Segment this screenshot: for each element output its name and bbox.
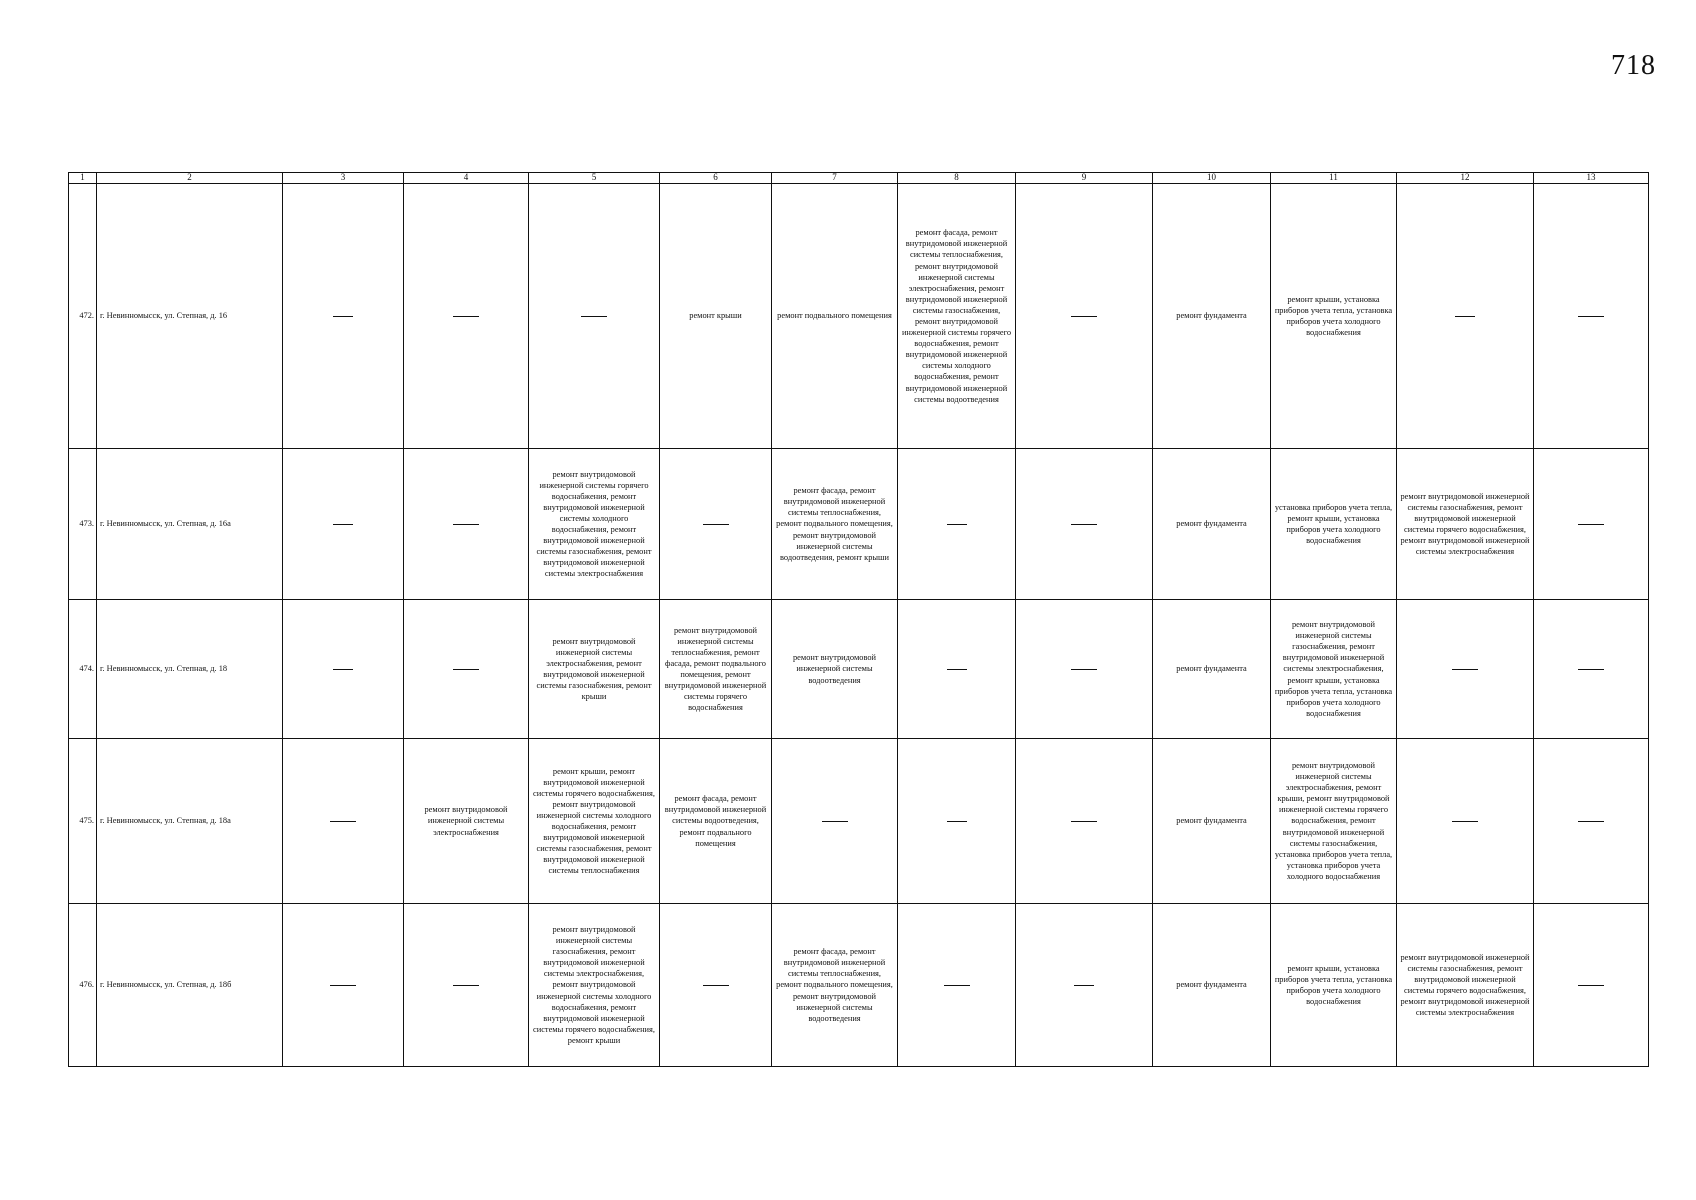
- dash-mark: [1074, 985, 1094, 986]
- dash-mark: [1452, 821, 1478, 822]
- cell-col-8: [898, 449, 1016, 600]
- cell-col-11: установка приборов учета тепла, ремонт крыши, установка приборов учета холодного водоснабжения: [1271, 449, 1397, 600]
- cell-col-11: ремонт внутридомовой инженерной системы электроснабжения, ремонт крыши, ремонт внутридомовой инженерной системы горячего водоснабжения, ремонт внутридомовой инженерной системы газоснабжения, установка приборов учета тепла, установка приборов учета холодного водоснабжения: [1271, 739, 1397, 904]
- cell-col-4: [404, 600, 529, 739]
- cell-col-10: ремонт фундамента: [1153, 184, 1271, 449]
- dash-mark: [1578, 985, 1604, 986]
- column-number: 6: [660, 173, 772, 184]
- column-number: 11: [1271, 173, 1397, 184]
- cell-col-12: ремонт внутридомовой инженерной системы газоснабжения, ремонт внутридомовой инженерной системы горячего водоснабжения, ремонт внутридомовой инженерной системы электроснабжения: [1397, 904, 1534, 1067]
- dash-mark: [1578, 669, 1604, 670]
- row-number: 472.: [69, 184, 97, 449]
- column-number: 9: [1016, 173, 1153, 184]
- cell-col-3: [283, 449, 404, 600]
- dash-mark: [1071, 669, 1097, 670]
- dash-mark: [1578, 524, 1604, 525]
- dash-mark: [947, 524, 967, 525]
- column-number: 12: [1397, 173, 1534, 184]
- cell-col-9: [1016, 739, 1153, 904]
- dash-mark: [333, 669, 353, 670]
- table-row: [69, 904, 1649, 1067]
- cell-col-7: ремонт фасада, ремонт внутридомовой инженерной системы теплоснабжения, ремонт подвального помещения, ремонт внутридомовой инженерной системы водоотведения: [772, 904, 898, 1067]
- cell-col-6: ремонт внутридомовой инженерной системы теплоснабжения, ремонт фасада, ремонт подвального помещения, ремонт внутридомовой инженерной системы горячего водоснабжения: [660, 600, 772, 739]
- cell-col-13: [1534, 739, 1649, 904]
- cell-col-5: ремонт внутридомовой инженерной системы горячего водоснабжения, ремонт внутридомовой инженерной системы холодного водоснабжения, ремонт внутридомовой инженерной системы газоснабжения, ремонт внутридомовой инженерной системы электроснабжения: [529, 449, 660, 600]
- column-number: 8: [898, 173, 1016, 184]
- address-cell: г. Невинномысск, ул. Степная, д. 18б: [97, 904, 283, 1067]
- cell-col-5: ремонт внутридомовой инженерной системы электроснабжения, ремонт внутридомовой инженерной системы газоснабжения, ремонт крыши: [529, 600, 660, 739]
- table-row: [69, 600, 1649, 739]
- dash-mark: [453, 985, 479, 986]
- cell-col-3: [283, 904, 404, 1067]
- dash-mark: [333, 316, 353, 317]
- cell-col-7: ремонт подвального помещения: [772, 184, 898, 449]
- dash-mark: [822, 821, 848, 822]
- row-number: 475.: [69, 739, 97, 904]
- cell-col-5: ремонт крыши, ремонт внутридомовой инженерной системы горячего водоснабжения, ремонт внутридомовой инженерной системы холодного водоснабжения, ремонт внутридомовой инженерной системы газоснабжения, ремонт внутридомовой инженерной системы теплоснабжения: [529, 739, 660, 904]
- dash-mark: [1578, 316, 1604, 317]
- cell-col-13: [1534, 600, 1649, 739]
- address-cell: г. Невинномысск, ул. Степная, д. 18а: [97, 739, 283, 904]
- address-cell: г. Невинномысск, ул. Степная, д. 16а: [97, 449, 283, 600]
- cell-col-7: [772, 739, 898, 904]
- dash-mark: [1071, 821, 1097, 822]
- dash-mark: [1578, 821, 1604, 822]
- cell-col-10: ремонт фундамента: [1153, 904, 1271, 1067]
- dash-mark: [703, 985, 729, 986]
- column-number: 3: [283, 173, 404, 184]
- cell-col-10: ремонт фундамента: [1153, 449, 1271, 600]
- dash-mark: [947, 669, 967, 670]
- dash-mark: [333, 524, 353, 525]
- column-number: 2: [97, 173, 283, 184]
- cell-col-9: [1016, 600, 1153, 739]
- cell-col-6: [660, 449, 772, 600]
- dash-mark: [581, 316, 607, 317]
- dash-mark: [1455, 316, 1475, 317]
- dash-mark: [1071, 316, 1097, 317]
- cell-col-13: [1534, 449, 1649, 600]
- row-number: 474.: [69, 600, 97, 739]
- column-number: 13: [1534, 173, 1649, 184]
- dash-mark: [947, 821, 967, 822]
- cell-col-5: [529, 184, 660, 449]
- column-number-row: [69, 173, 1649, 184]
- dash-mark: [330, 985, 356, 986]
- cell-col-8: [898, 904, 1016, 1067]
- cell-col-13: [1534, 904, 1649, 1067]
- table-row: [69, 739, 1649, 904]
- cell-col-12: [1397, 184, 1534, 449]
- cell-col-11: ремонт крыши, установка приборов учета тепла, установка приборов учета холодного водоснабжения: [1271, 184, 1397, 449]
- cell-col-7: ремонт внутридомовой инженерной системы водоотведения: [772, 600, 898, 739]
- dash-mark: [703, 524, 729, 525]
- cell-col-8: ремонт фасада, ремонт внутридомовой инженерной системы теплоснабжения, ремонт внутридомовой инженерной системы электроснабжения, ремонт внутридомовой инженерной системы газоснабжения, ремонт внутридомовой инженерной системы горячего водоснабжения, ремонт внутридомовой инженерной системы холодного водоснабжения, ремонт внутридомовой инженерной системы водоотведения: [898, 184, 1016, 449]
- cell-col-11: ремонт крыши, установка приборов учета тепла, установка приборов учета холодного водоснабжения: [1271, 904, 1397, 1067]
- address-cell: г. Невинномысск, ул. Степная, д. 18: [97, 600, 283, 739]
- dash-mark: [453, 316, 479, 317]
- cell-col-6: ремонт крыши: [660, 184, 772, 449]
- column-number: 10: [1153, 173, 1271, 184]
- cell-col-7: ремонт фасада, ремонт внутридомовой инженерной системы теплоснабжения, ремонт подвального помещения, ремонт внутридомовой инженерной системы водоотведения, ремонт крыши: [772, 449, 898, 600]
- dash-mark: [1452, 669, 1478, 670]
- cell-col-3: [283, 184, 404, 449]
- row-number: 476.: [69, 904, 97, 1067]
- cell-col-9: [1016, 904, 1153, 1067]
- dash-mark: [944, 985, 970, 986]
- dash-mark: [330, 821, 356, 822]
- cell-col-8: [898, 600, 1016, 739]
- cell-col-6: [660, 904, 772, 1067]
- cell-col-4: [404, 904, 529, 1067]
- column-number: 1: [69, 173, 97, 184]
- cell-col-12: [1397, 739, 1534, 904]
- cell-col-4: [404, 449, 529, 600]
- dash-mark: [453, 524, 479, 525]
- cell-col-9: [1016, 184, 1153, 449]
- cell-col-11: ремонт внутридомовой инженерной системы газоснабжения, ремонт внутридомовой инженерной системы электроснабжения, ремонт крыши, установка приборов учета тепла, установка приборов учета холодного водоснабжения: [1271, 600, 1397, 739]
- table-row: [69, 184, 1649, 449]
- address-cell: г. Невинномысск, ул. Степная, д. 16: [97, 184, 283, 449]
- cell-col-5: ремонт внутридомовой инженерной системы газоснабжения, ремонт внутридомовой инженерной системы электроснабжения, ремонт внутридомовой инженерной системы холодного водоснабжения, ремонт внутридомовой инженерной системы горячего водоснабжения, ремонт крыши: [529, 904, 660, 1067]
- cell-col-13: [1534, 184, 1649, 449]
- column-number: 4: [404, 173, 529, 184]
- cell-col-3: [283, 739, 404, 904]
- cell-col-9: [1016, 449, 1153, 600]
- column-number: 5: [529, 173, 660, 184]
- page-number: 718: [1611, 50, 1656, 81]
- cell-col-10: ремонт фундамента: [1153, 600, 1271, 739]
- dash-mark: [1071, 524, 1097, 525]
- cell-col-4: [404, 184, 529, 449]
- cell-col-10: ремонт фундамента: [1153, 739, 1271, 904]
- cell-col-6: ремонт фасада, ремонт внутридомовой инженерной системы водоотведения, ремонт подвального помещения: [660, 739, 772, 904]
- table-row: [69, 449, 1649, 600]
- dash-mark: [453, 669, 479, 670]
- column-number: 7: [772, 173, 898, 184]
- cell-col-4: ремонт внутридомовой инженерной системы электроснабжения: [404, 739, 529, 904]
- cell-col-12: ремонт внутридомовой инженерной системы газоснабжения, ремонт внутридомовой инженерной системы горячего водоснабжения, ремонт внутридомовой инженерной системы электроснабжения: [1397, 449, 1534, 600]
- row-number: 473.: [69, 449, 97, 600]
- cell-col-3: [283, 600, 404, 739]
- cell-col-8: [898, 739, 1016, 904]
- cell-col-12: [1397, 600, 1534, 739]
- repair-plan-table: [68, 172, 1649, 1067]
